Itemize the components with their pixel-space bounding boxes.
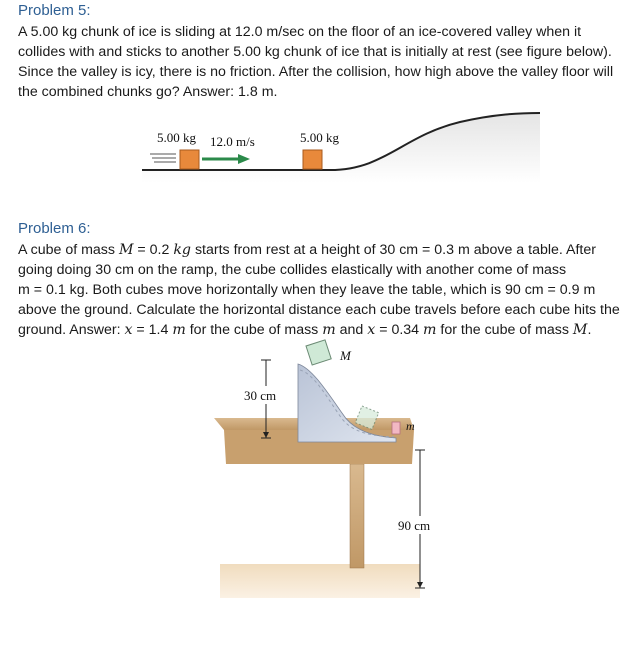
big-mass-label: M	[340, 348, 351, 363]
text-run: = 1.4	[132, 322, 173, 338]
text-run: .	[587, 322, 592, 338]
problem6-line-4: above the ground. Calculate the horizontal distance each cube travels before each cube hits the	[18, 302, 620, 318]
problem6-line-1	[18, 240, 638, 260]
text-run: starts from rest at a height of 30 cm = 0.3 m above a table. After	[191, 242, 596, 258]
math-symbol: M	[118, 242, 134, 258]
resting-ice-chunk	[303, 150, 322, 169]
problem6-text	[18, 240, 638, 340]
math-symbol: m	[322, 322, 336, 338]
problem6-heading: Problem 6:	[18, 220, 91, 237]
text-run: = 0.2	[133, 242, 174, 258]
speed-label: 12.0 m/s	[210, 134, 255, 149]
math-symbol: kg	[173, 242, 192, 258]
problem5-line: the combined chunks go? Answer: 1.8 m.	[18, 84, 278, 100]
math-symbol: x	[367, 322, 376, 338]
velocity-arrowhead	[238, 154, 250, 164]
text-run: ground. Answer:	[18, 322, 125, 338]
math-symbol: m	[423, 322, 437, 338]
problem5-line: A 5.00 kg chunk of ice is sliding at 12.0 m/sec on the floor of an ice-covered valley when it	[18, 24, 582, 40]
floor	[220, 564, 420, 598]
table-leg	[350, 464, 364, 568]
text-run: for the cube of mass	[185, 322, 323, 338]
problem6-line-3: m = 0.1 kg. Both cubes move horizontally when they leave the table, which is 90 cm = 0.9 m	[18, 282, 596, 298]
text-run: = 0.34	[375, 322, 424, 338]
math-symbol: x	[124, 322, 133, 338]
problem5-line: collides with and sticks to another 5.00 kg chunk of ice that is initially at rest (see figure below).	[18, 44, 612, 60]
text-run: A cube of mass	[18, 242, 119, 258]
ramp-table-figure	[200, 338, 460, 608]
table-height-label: 90 cm	[398, 518, 431, 533]
problem5-text	[18, 22, 638, 102]
moving-ice-chunk	[180, 150, 199, 169]
small-mass-label: m	[406, 419, 415, 433]
problem6-line-5	[18, 320, 638, 340]
math-symbol: m	[172, 322, 186, 338]
problem5-heading: Problem 5:	[18, 2, 91, 19]
hill-shading	[142, 113, 540, 183]
ice-valley-figure	[130, 108, 550, 183]
problem5-line: Since the valley is icy, there is no friction. After the collision, how high above the valley floor will	[18, 64, 614, 80]
math-symbol: M	[572, 322, 588, 338]
small-cube	[392, 422, 400, 434]
text-run: and	[335, 322, 368, 338]
mass1-label: 5.00 kg	[157, 130, 196, 145]
ramp-height-label: 30 cm	[244, 388, 277, 403]
text-run: for the cube of mass	[436, 322, 573, 338]
problem6-line-2: going doing 30 cm on the ramp, the cube collides elastically with another come of mass	[18, 262, 567, 278]
big-cube-start	[306, 340, 331, 365]
motion-lines	[150, 154, 176, 162]
mass2-label: 5.00 kg	[300, 130, 339, 145]
